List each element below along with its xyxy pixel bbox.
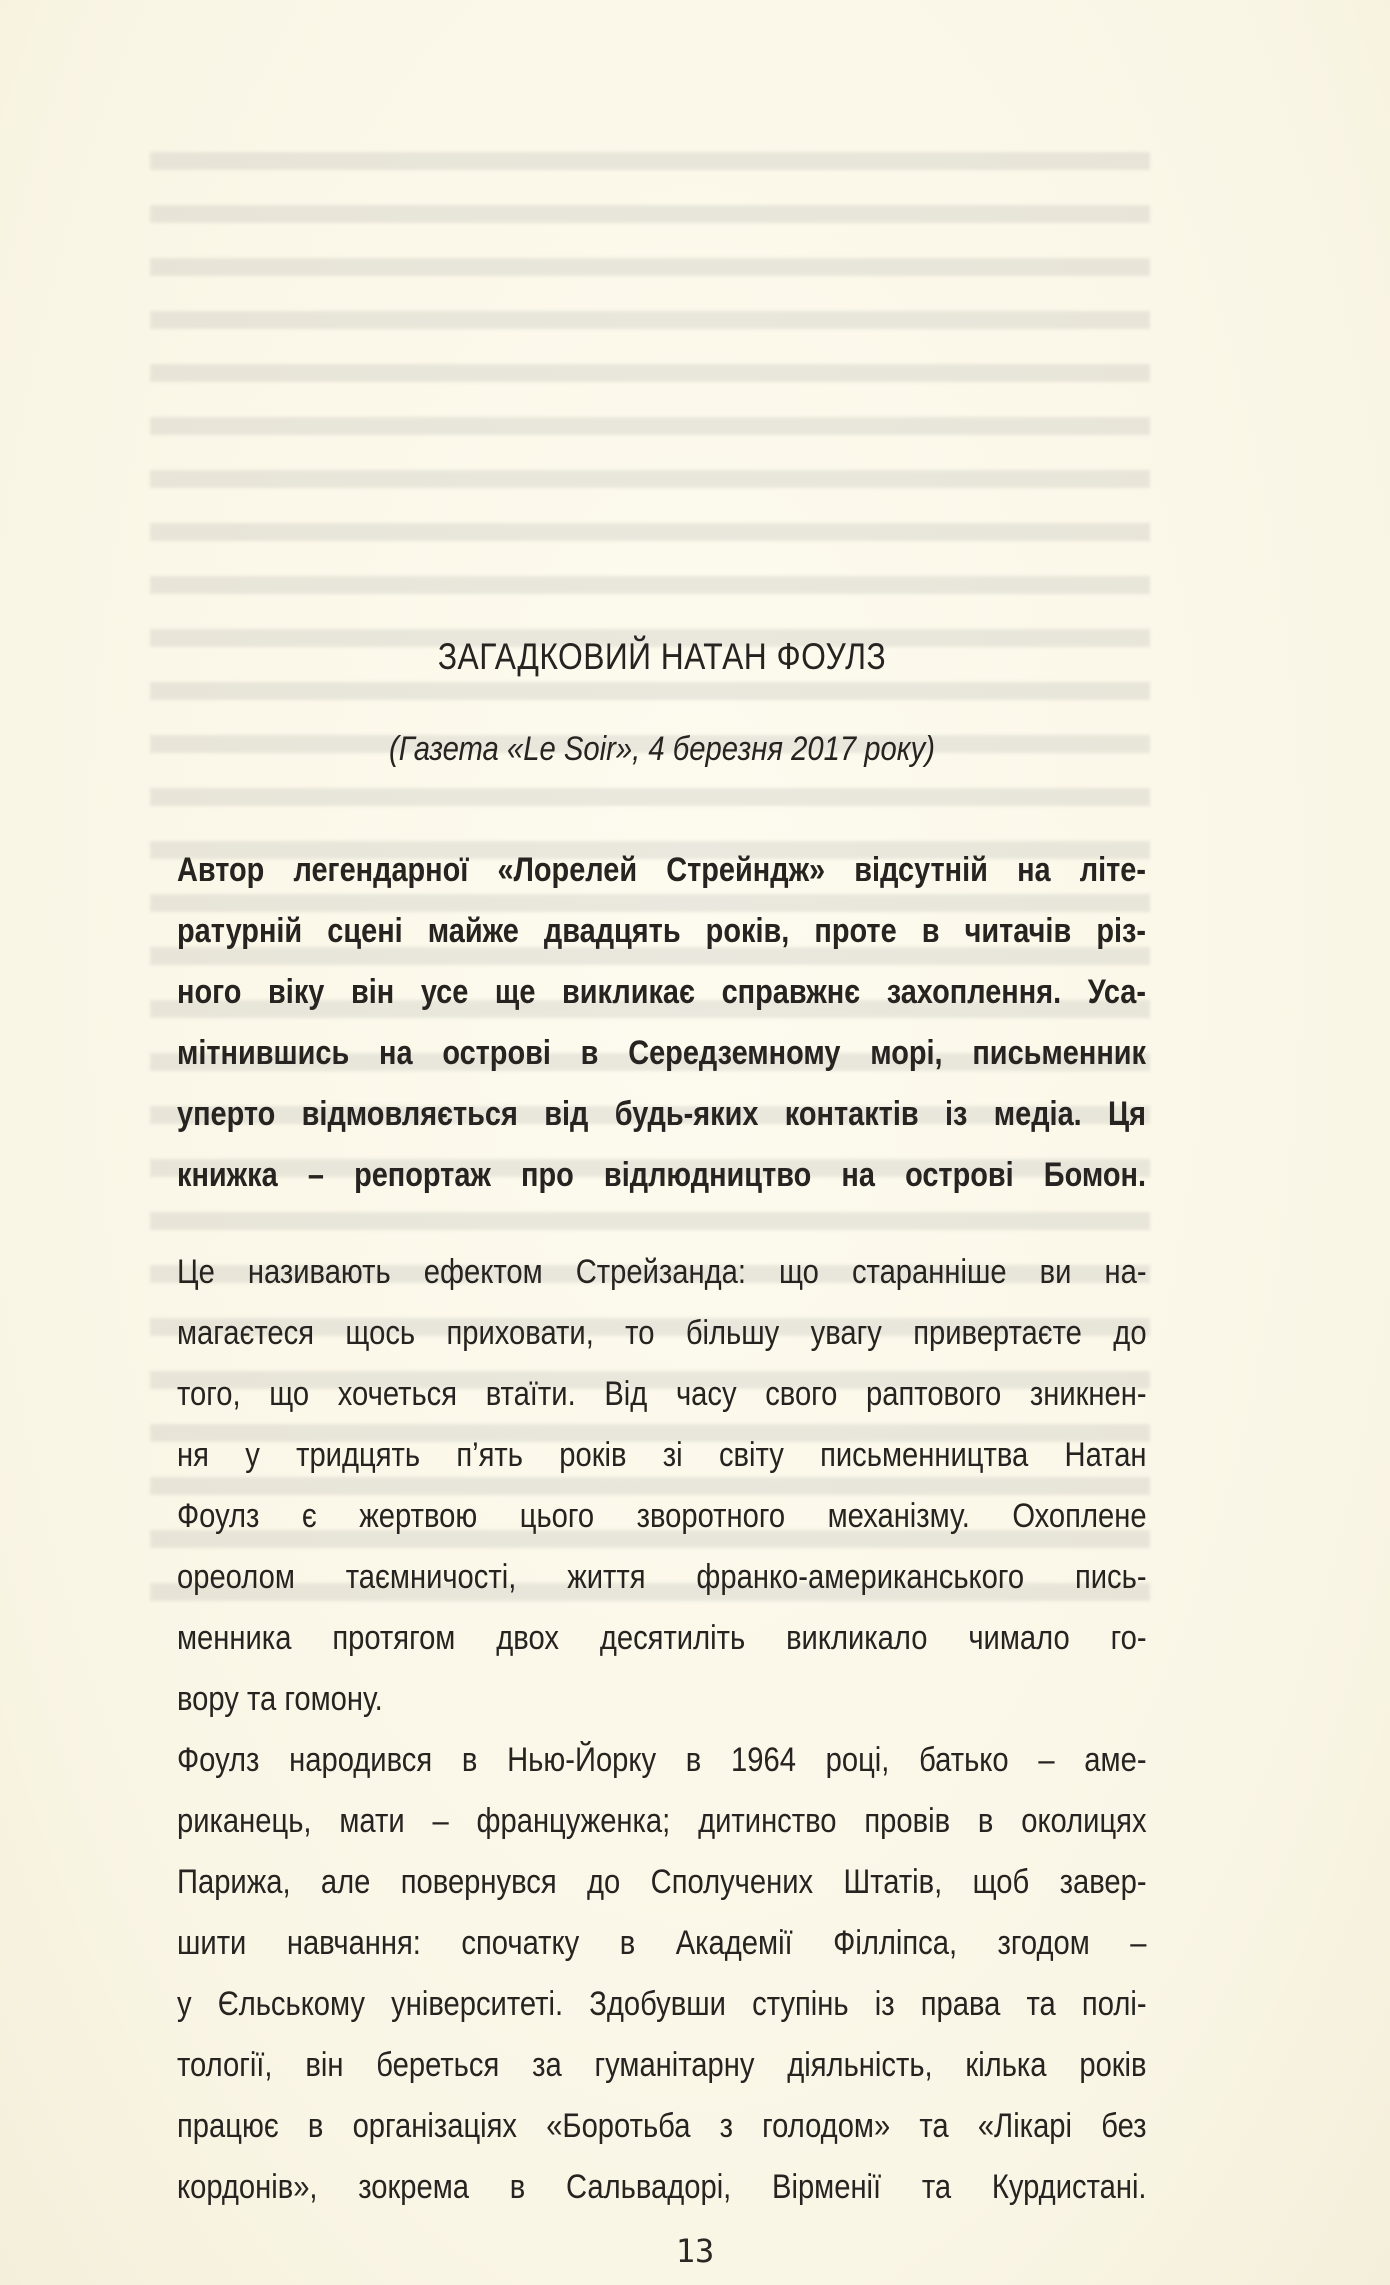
text-line: тології, він береться за гуманітарну діяльність, кілька років [177, 2046, 1147, 2084]
source-subtitle: (Газета «Le Soir», 4 березня 2017 року) [389, 730, 935, 768]
text-line: у Єльському університеті. Здобувши ступінь із права та полі- [177, 1985, 1147, 2023]
chapter-heading: ЗАГАДКОВИЙ НАТАН ФОУЛЗ [437, 636, 887, 677]
text-line: ореолом таємничості, життя франко-американського пись- [177, 1558, 1147, 1596]
text-line: книжка – репортаж про відлюдництво на острові Бомон. [177, 1156, 1146, 1194]
text-line: Автор легендарної «Лорелей Стрейндж» відсутній на літе- [177, 851, 1146, 889]
text-line: ного віку він усе ще викликає справжнє захоплення. Уса- [177, 973, 1146, 1011]
text-line: того, що хочеться втаїти. Від часу свого раптового зникнен- [177, 1375, 1147, 1413]
text-line: Парижа, але повернувся до Сполучених Штатів, щоб завер- [177, 1863, 1147, 1901]
text-line: кордонів», зокрема в Сальвадорі, Вірменії та Курдистані. [177, 2168, 1147, 2206]
text-line: Це називають ефектом Стрейзанда: що старанніше ви на- [177, 1253, 1147, 1291]
text-line: менника протягом двох десятиліть викликало чимало го- [177, 1619, 1147, 1657]
page-number: 13 [675, 2232, 715, 2270]
text-line: Фоулз є жертвою цього зворотного механізму. Охоплене [177, 1497, 1147, 1535]
text-line: ратурній сцені майже двадцять років, проте в читачів різ- [177, 912, 1146, 950]
text-line: шити навчання: спочатку в Академії Філліпса, згодом – [177, 1924, 1147, 1962]
text-line: ня у тридцять п’ять років зі світу письменництва Натан [177, 1436, 1147, 1474]
text-line: уперто відмовляється від будь-яких контактів із медіа. Ця [177, 1095, 1146, 1133]
text-line: вору та гомону. [177, 1680, 383, 1718]
text-line: мітнившись на острові в Середземному морі, письменник [177, 1034, 1146, 1072]
text-line: Фоулз народився в Нью-Йорку в 1964 році, батько – аме- [177, 1741, 1147, 1779]
text-line: риканець, мати – француженка; дитинство провів в околицях [177, 1802, 1147, 1840]
text-line: магаєтеся щось приховати, то більшу увагу привертаєте до [177, 1314, 1147, 1352]
text-line: працює в організаціях «Боротьба з голодом» та «Лікарі без [177, 2107, 1147, 2145]
